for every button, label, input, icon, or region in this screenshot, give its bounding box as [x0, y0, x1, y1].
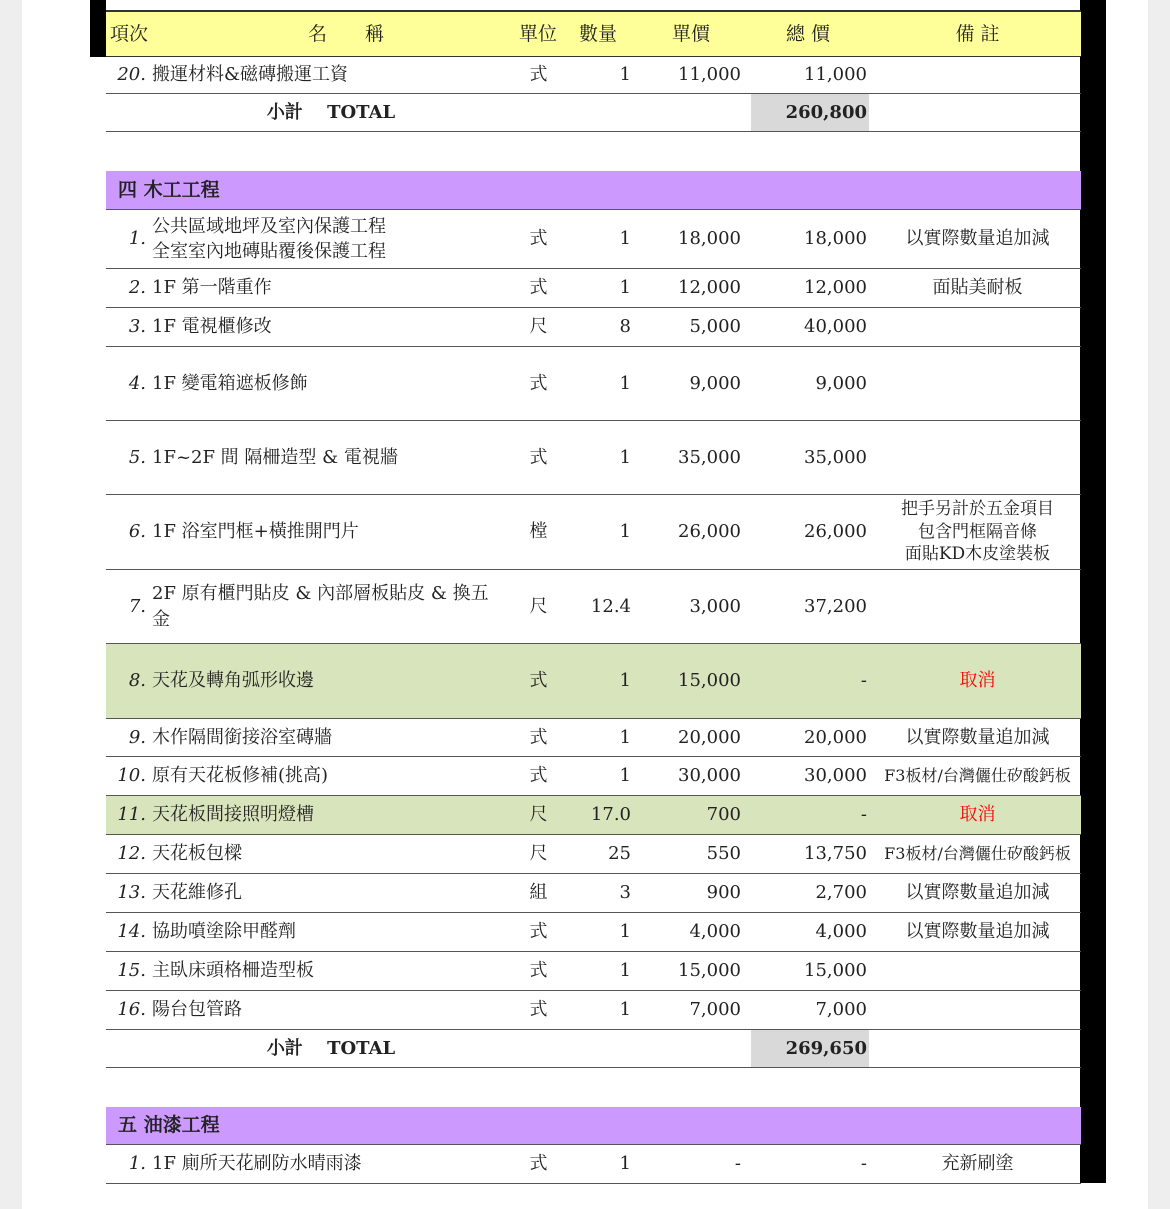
item-number: 4.: [128, 372, 146, 394]
item-unit: 樘: [529, 521, 548, 543]
scan-edge-right: [1080, 0, 1106, 1183]
item-number: 11.: [117, 804, 146, 826]
header-unit: 單位: [519, 22, 558, 45]
item-unit: 式: [529, 277, 548, 299]
section-title: 四 木工工程: [118, 178, 220, 201]
item-note: [874, 570, 1081, 643]
header-qty: 數量: [579, 22, 618, 45]
item-total: 9,000: [815, 372, 867, 394]
item-qty: 8: [619, 316, 631, 338]
item-name-line: 金: [152, 608, 170, 630]
item-name: 主臥床頭格柵造型板: [152, 960, 314, 982]
table-row: [106, 991, 1081, 1030]
item-qty: 3: [619, 882, 631, 904]
item-qty: 1: [619, 921, 631, 943]
item-qty: 25: [608, 843, 631, 865]
table-row: [106, 495, 1081, 570]
item-number: 9.: [128, 726, 146, 748]
spacer-row: [106, 132, 1081, 171]
item-number: 2.: [128, 277, 146, 299]
table-row: [106, 835, 1081, 874]
subtotal-label: 小計 TOTAL: [266, 1037, 396, 1059]
item-unit: 尺: [529, 843, 548, 865]
item-price: 15,000: [678, 960, 741, 982]
item-name-line: 2F 原有櫃門貼皮 & 內部層板貼皮 & 換五: [152, 583, 489, 605]
item-number: 16.: [117, 999, 146, 1021]
item-name: 1F 電視櫃修改: [152, 316, 272, 338]
section-header-carpentry: [106, 171, 1081, 210]
item-qty: 12.4: [590, 595, 631, 617]
item-number: 20.: [117, 64, 146, 86]
item-note: F3板材/台灣儷仕矽酸鈣板: [884, 765, 1071, 785]
table-row-cancelled: [106, 796, 1081, 835]
item-unit: 尺: [529, 804, 548, 826]
item-qty: 1: [619, 372, 631, 394]
item-qty: 17.0: [590, 804, 631, 826]
item-unit: 式: [529, 1153, 548, 1175]
item-unit: 式: [529, 446, 548, 468]
item-name: 1F 第一階重作: [152, 277, 272, 299]
item-total: 35,000: [804, 446, 867, 468]
item-price: 15,000: [678, 670, 741, 692]
item-number: 1.: [128, 1153, 146, 1175]
item-price: 35,000: [678, 446, 741, 468]
item-total: 18,000: [804, 228, 867, 250]
item-unit: 式: [529, 765, 548, 787]
item-unit: 尺: [529, 316, 548, 338]
table-row: [106, 570, 1081, 644]
item-name-line: 全室室內地磚貼覆後保護工程: [152, 241, 386, 262]
item-total: 40,000: [804, 316, 867, 338]
item-name-line: 公共區域地坪及室內保護工程: [152, 215, 386, 237]
item-number: 10.: [117, 765, 146, 787]
item-price: 7,000: [689, 999, 741, 1021]
header-name: 名 稱: [307, 22, 384, 45]
item-qty: 1: [619, 64, 631, 86]
item-name: 1F 浴室門框+橫推開門片: [152, 521, 359, 543]
item-unit: 組: [529, 882, 548, 904]
item-qty: 1: [619, 521, 631, 543]
item-unit: 尺: [529, 595, 548, 617]
item-name: 1F 廁所天花刷防水晴雨漆: [152, 1153, 362, 1175]
table-row: [106, 308, 1081, 347]
subtotal-row: [106, 1030, 1081, 1068]
item-number: 1.: [128, 228, 146, 250]
item-note: 以實際數量追加減: [905, 726, 1050, 748]
item-qty: 1: [619, 960, 631, 982]
item-price: 700: [706, 804, 741, 826]
subtotal-value: 269,650: [751, 1030, 869, 1067]
item-price: 18,000: [678, 228, 741, 250]
subtotal-row: [106, 94, 1081, 132]
item-note-line: 把手另計於五金項目: [901, 498, 1054, 519]
item-number: 12.: [117, 843, 146, 865]
item-note: F3板材/台灣儷仕矽酸鈣板: [884, 843, 1071, 863]
table-row: [106, 719, 1081, 757]
item-price: 30,000: [678, 765, 741, 787]
table-row: [106, 57, 1081, 94]
item-unit: 式: [529, 670, 548, 692]
item-note-line: 包含門框隔音條: [918, 521, 1037, 542]
item-price: -: [734, 1153, 741, 1175]
item-note: 以實際數量追加減: [905, 882, 1050, 904]
item-name: 1F~2F 間 隔柵造型 & 電視牆: [152, 446, 398, 468]
table-row: [106, 874, 1081, 913]
table-row: [106, 210, 1081, 269]
item-note: [874, 347, 1081, 420]
item-unit: 式: [529, 372, 548, 394]
item-number: 6.: [128, 521, 146, 543]
item-unit: 式: [529, 921, 548, 943]
item-qty: 1: [619, 726, 631, 748]
item-note: [874, 952, 1081, 990]
item-note: [874, 495, 1081, 569]
item-total: -: [860, 670, 867, 692]
table-row: [106, 347, 1081, 421]
item-price: 20,000: [678, 726, 741, 748]
cancelled-note: 取消: [959, 804, 996, 826]
scan-edge-left: [90, 0, 106, 57]
item-name: 天花維修孔: [152, 882, 242, 904]
section-title: 五 油漆工程: [118, 1114, 220, 1137]
item-qty: 1: [619, 277, 631, 299]
item-name: 原有天花板修補(挑高): [152, 765, 329, 787]
item-price: 3,000: [689, 595, 741, 617]
item-note: [874, 421, 1081, 494]
item-unit: 式: [529, 64, 548, 86]
item-note: 面貼美耐板: [932, 277, 1023, 299]
item-price: 900: [706, 882, 741, 904]
table-row: [106, 757, 1081, 796]
item-name: 協助噴塗除甲醛劑: [152, 921, 296, 943]
item-name: [152, 570, 517, 643]
header-item: 項次: [110, 22, 149, 45]
table-row: [106, 421, 1081, 495]
item-name: 搬運材料&磁磚搬運工資: [152, 64, 349, 86]
item-name: 天花板間接照明燈槽: [152, 804, 314, 826]
item-total: 7,000: [815, 999, 867, 1021]
item-total: 4,000: [815, 921, 867, 943]
item-total: 26,000: [804, 521, 867, 543]
spacer-row: [106, 1068, 1081, 1107]
item-number: 15.: [117, 960, 146, 982]
item-number: 8.: [128, 670, 146, 692]
item-total: 11,000: [804, 64, 867, 86]
item-name: 天花板包樑: [152, 843, 242, 865]
item-price: 12,000: [678, 277, 741, 299]
header-total: 總 價: [786, 22, 831, 45]
item-note: 以實際數量追加減: [905, 921, 1050, 943]
item-qty: 1: [619, 228, 631, 250]
item-number: 3.: [128, 316, 146, 338]
item-total: 37,200: [804, 595, 867, 617]
item-total: 2,700: [815, 882, 867, 904]
table-row: [106, 952, 1081, 991]
item-note: [874, 57, 1081, 93]
table-row: [106, 1145, 1081, 1184]
item-total: 12,000: [804, 277, 867, 299]
item-price: 4,000: [689, 921, 741, 943]
item-note: [874, 991, 1081, 1029]
item-unit: 式: [529, 999, 548, 1021]
item-name: 木作隔間銜接浴室磚牆: [152, 726, 332, 748]
item-total: -: [860, 1153, 867, 1175]
item-qty: 1: [619, 670, 631, 692]
item-unit: 式: [529, 960, 548, 982]
item-number: 13.: [117, 882, 146, 904]
item-unit: 式: [529, 726, 548, 748]
table-row-cancelled: [106, 644, 1081, 719]
subtotal-label: 小計 TOTAL: [266, 101, 396, 123]
section-header-painting: [106, 1107, 1081, 1145]
item-number: 14.: [117, 921, 146, 943]
table-row: [106, 913, 1081, 952]
item-total: 15,000: [804, 960, 867, 982]
subtotal-value: 260,800: [751, 94, 869, 131]
table-header: [106, 10, 1081, 57]
item-price: 11,000: [678, 64, 741, 86]
header-note: 備 註: [955, 22, 1000, 45]
item-qty: 1: [619, 1153, 631, 1175]
item-note-line: 面貼KD木皮塗裝板: [904, 544, 1051, 565]
item-number: 7.: [128, 595, 146, 617]
item-price: 26,000: [678, 521, 741, 543]
item-name: [152, 210, 517, 268]
item-price: 550: [706, 843, 741, 865]
item-name: 1F 變電箱遮板修飾: [152, 372, 308, 394]
item-price: 5,000: [689, 316, 741, 338]
item-total: 20,000: [804, 726, 867, 748]
item-total: 13,750: [804, 843, 867, 865]
item-name: 陽台包管路: [152, 999, 242, 1021]
item-name: 天花及轉角弧形收邊: [152, 670, 314, 692]
item-unit: 式: [529, 228, 548, 250]
cancelled-note: 取消: [959, 670, 996, 692]
item-qty: 1: [619, 446, 631, 468]
item-price: 9,000: [689, 372, 741, 394]
table-row: [106, 269, 1081, 308]
item-total: -: [860, 804, 867, 826]
item-qty: 1: [619, 999, 631, 1021]
item-total: 30,000: [804, 765, 867, 787]
item-qty: 1: [619, 765, 631, 787]
item-note: [874, 308, 1081, 346]
item-note: 以實際數量追加減: [905, 228, 1050, 250]
item-number: 5.: [128, 446, 146, 468]
item-note: 充新刷塗: [941, 1153, 1014, 1175]
header-price: 單價: [672, 22, 711, 45]
